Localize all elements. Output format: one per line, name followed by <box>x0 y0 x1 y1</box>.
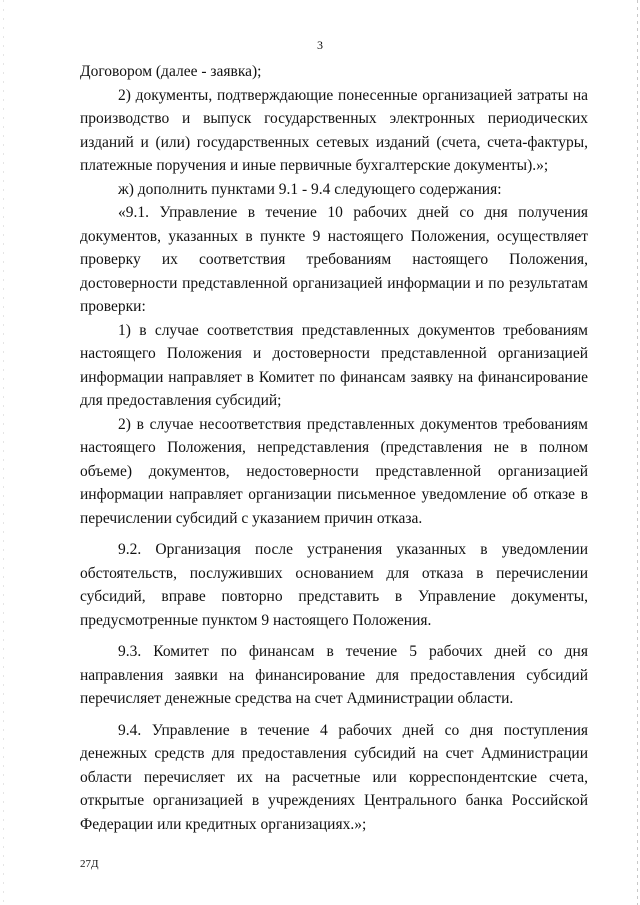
paragraph-clause-9-1-item-2: 2) в случае несоответствия представленных документов требованиям настоящего Положения, непредставления (представления не в полном объеме) документов, недостоверности представленной организацией информации направляет организации письменное уведомление об отказе в перечислении субсидий с указанием причин отказа. <box>80 415 588 527</box>
document-body <box>80 60 588 836</box>
scan-edge-right <box>637 0 638 905</box>
paragraph-amendment-zh: ж) дополнить пунктами 9.1 - 9.4 следующего содержания: <box>118 180 502 198</box>
paragraph-clause-9-3: 9.3. Комитет по финансам в течение 5 рабочих дней со дня направления заявки на финансирование для предоставления субсидий перечисляет денежные средства на счет Администрации области. <box>80 643 588 707</box>
paragraph-clause-9-1-item-1: 1) в случае соответствия представленных документов требованиям настоящего Положения и достоверности представленной организацией информации направляет в Комитет по финансам заявку на финансирование для предоставления субсидий; <box>80 321 588 409</box>
paragraph-clause-9-1: «9.1. Управление в течение 10 рабочих дней со дня получения документов, указанных в пункте 9 настоящего Положения, осуществляет проверку их соответствия требованиям настоящего Положения, достоверности представленной организацией информации и по результатам проверки: <box>80 204 588 315</box>
footer-document-code: 27Д <box>80 858 99 870</box>
paragraph-clause-9-2: 9.2. Организация после устранения указанных в уведомлении обстоятельств, послуживших основанием для отказа в перечислении субсидий, вправе повторно представить в Управление документы, предусмотренные пунктом 9 настоящего Положения. <box>80 541 588 629</box>
paragraph-continuation: Договором (далее - заявка); <box>80 63 262 80</box>
paragraph-item-2-documents: 2) документы, подтверждающие понесенные организацией затраты на производство и выпуск государственных электронных периодических изданий и (или) государственных сетевых изданий (счета, счета-фактуры, платежные поручения и иные первичные бухгалтерские документы).»; <box>80 86 588 174</box>
page-number: 3 <box>317 38 323 52</box>
scan-edge-left <box>3 0 4 905</box>
paragraph-clause-9-4: 9.4. Управление в течение 4 рабочих дней со дня поступления денежных средств для предоставления субсидий на счет Администрации области перечисляет их на расчетные или корреспондентские счета, открытые организацией в учреждениях Центрального банка Российской Федерации или кредитных организациях.»; <box>80 721 588 833</box>
